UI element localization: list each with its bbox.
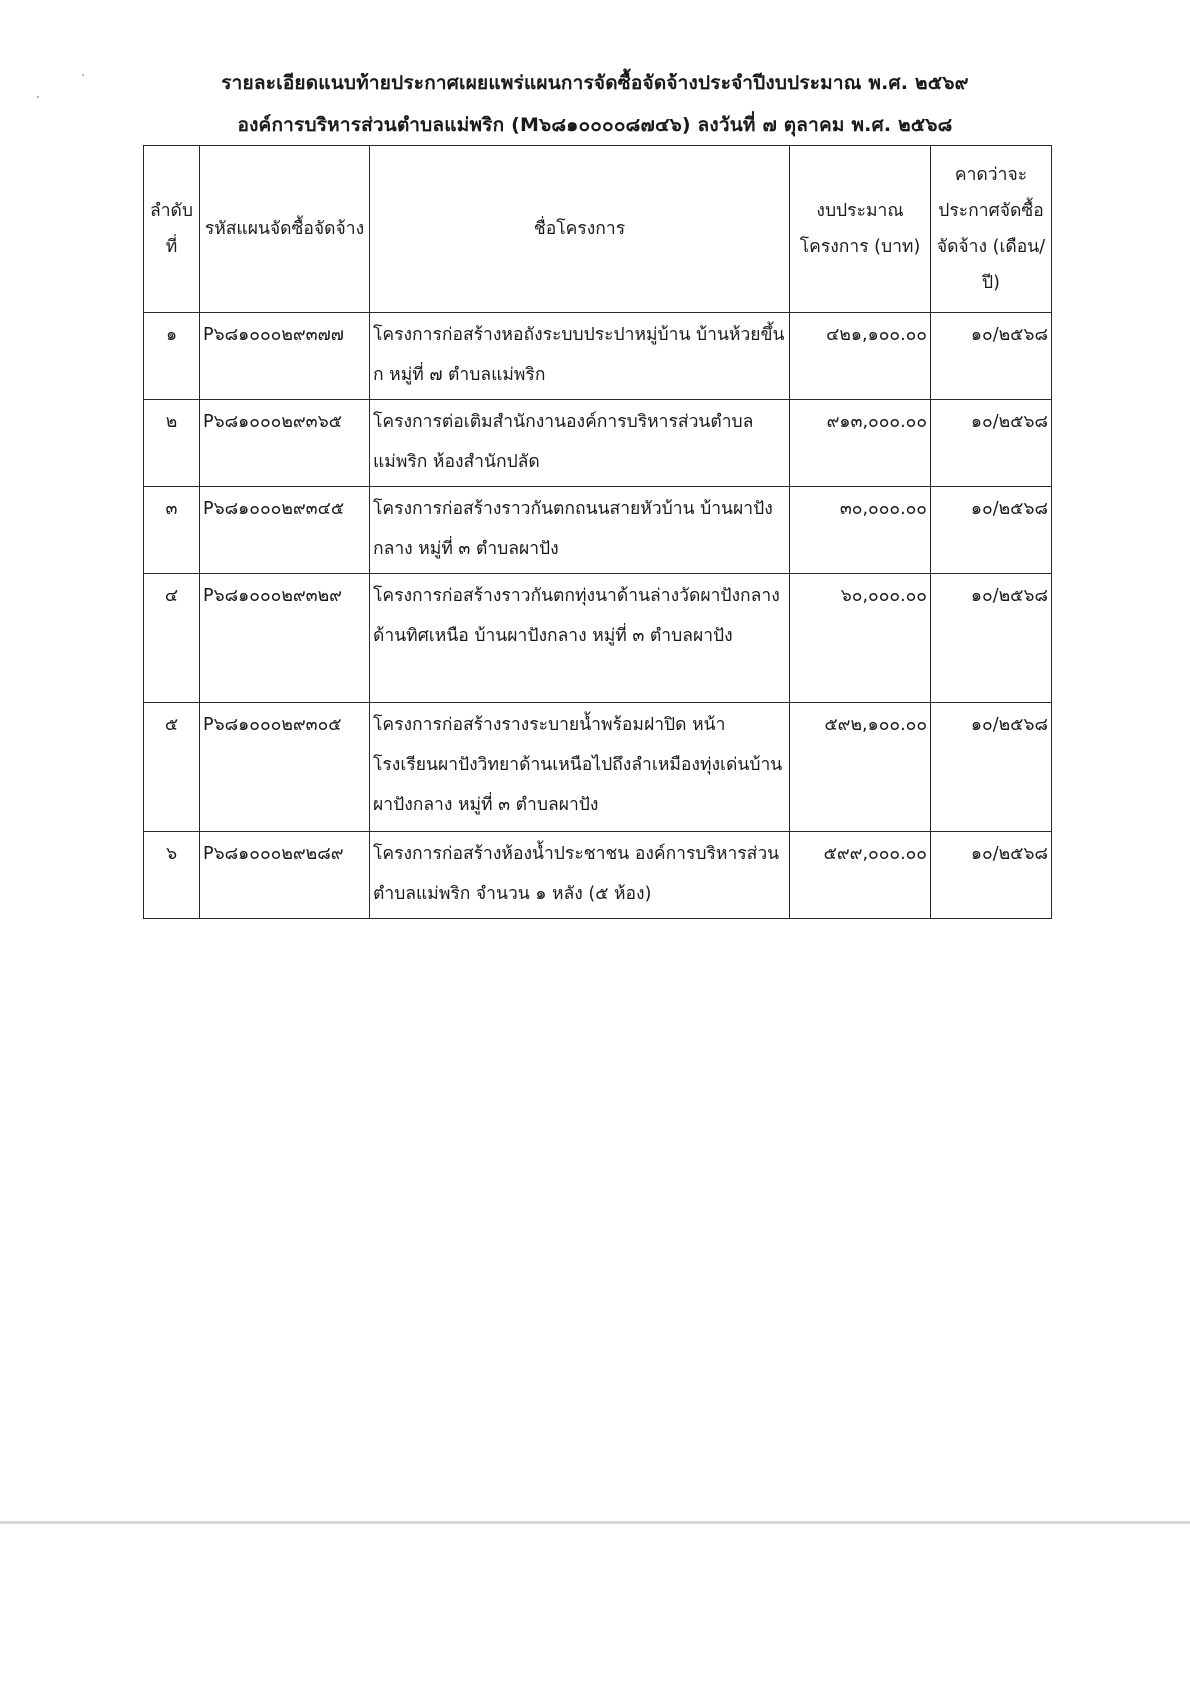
table-header-row <box>144 146 1052 313</box>
cell-budget: ๕๙๙,๐๐๐.๐๐ <box>790 832 931 919</box>
column-header-month: คาดว่าจะประกาศจัดซื้อจัดจ้าง (เดือน/ปี) <box>931 146 1052 313</box>
table-row <box>144 400 1052 487</box>
column-header-project-name: ชื่อโครงการ <box>370 146 790 313</box>
cell-no: ๒ <box>144 400 200 487</box>
document-subtitle: องค์การบริหารส่วนตำบลแม่พริก (M๖๘๑๐๐๐๐๘๗๔๖) ลงวันที่ ๗ ตุลาคม พ.ศ. ๒๕๖๘ <box>237 114 953 136</box>
procurement-plan-table <box>143 145 1052 919</box>
cell-month: ๑๐/๒๕๖๘ <box>931 574 1052 703</box>
cell-budget: ๓๐,๐๐๐.๐๐ <box>790 487 931 574</box>
cell-month: ๑๐/๒๕๖๘ <box>931 313 1052 400</box>
cell-project-name: โครงการต่อเติมสำนักงานองค์การบริหารส่วนตำบลแม่พริก ห้องสำนักปลัด <box>370 400 790 487</box>
cell-no: ๔ <box>144 574 200 703</box>
document-title: รายละเอียดแนบท้ายประกาศเผยแพร่แผนการจัดซื้อจัดจ้างประจำปีงบประมาณ พ.ศ. ๒๕๖๙ <box>221 72 969 94</box>
cell-code: P๖๘๑๐๐๐๒๙๓๖๕ <box>200 400 370 487</box>
cell-project-name: โครงการก่อสร้างห้องน้ำประชาชน องค์การบริหารส่วนตำบลแม่พริก จำนวน ๑ หลัง (๕ ห้อง) <box>370 832 790 919</box>
cell-code: P๖๘๑๐๐๐๒๙๓๔๕ <box>200 487 370 574</box>
cell-no: ๑ <box>144 313 200 400</box>
table-row <box>144 313 1052 400</box>
cell-budget: ๙๑๓,๐๐๐.๐๐ <box>790 400 931 487</box>
table-row <box>144 832 1052 919</box>
cell-no: ๖ <box>144 832 200 919</box>
table-row <box>144 703 1052 832</box>
cell-budget: ๖๐,๐๐๐.๐๐ <box>790 574 931 703</box>
scan-edge-divider <box>0 1521 1190 1524</box>
cell-project-name: โครงการก่อสร้างราวกันตกทุ่งนาด้านล่างวัดผาปังกลางด้านทิศเหนือ บ้านผาปังกลาง หมู่ที่ ๓ ตำบลผาปัง <box>370 574 790 703</box>
cell-code: P๖๘๑๐๐๐๒๙๒๘๙ <box>200 832 370 919</box>
cell-project-name: โครงการก่อสร้างราวกันตกถนนสายหัวบ้าน บ้านผาปังกลาง หมู่ที่ ๓ ตำบลผาปัง <box>370 487 790 574</box>
cell-month: ๑๐/๒๕๖๘ <box>931 487 1052 574</box>
cell-month: ๑๐/๒๕๖๘ <box>931 832 1052 919</box>
cell-project-name: โครงการก่อสร้างรางระบายน้ำพร้อมฝาปิด หน้าโรงเรียนผาปังวิทยาด้านเหนือไปถึงลำเหมืองทุ่งเด่นบ้านผาปังกลาง หมู่ที่ ๓ ตำบลผาปัง <box>370 703 790 832</box>
cell-month: ๑๐/๒๕๖๘ <box>931 703 1052 832</box>
table-row <box>144 574 1052 703</box>
cell-month: ๑๐/๒๕๖๘ <box>931 400 1052 487</box>
cell-no: ๕ <box>144 703 200 832</box>
cell-code: P๖๘๑๐๐๐๒๙๓๐๕ <box>200 703 370 832</box>
column-header-budget: งบประมาณโครงการ (บาท) <box>790 146 931 313</box>
column-header-no: ลำดับที่ <box>144 146 200 313</box>
cell-no: ๓ <box>144 487 200 574</box>
cell-code: P๖๘๑๐๐๐๒๙๓๒๙ <box>200 574 370 703</box>
cell-project-name: โครงการก่อสร้างหอถังระบบประปาหมู่บ้าน บ้านห้วยขึ้นก หมู่ที่ ๗ ตำบลแม่พริก <box>370 313 790 400</box>
column-header-code: รหัสแผนจัดซื้อจัดจ้าง <box>200 146 370 313</box>
table-row <box>144 487 1052 574</box>
cell-budget: ๔๒๑,๑๐๐.๐๐ <box>790 313 931 400</box>
cell-code: P๖๘๑๐๐๐๒๙๓๗๗ <box>200 313 370 400</box>
cell-budget: ๕๙๒,๑๐๐.๐๐ <box>790 703 931 832</box>
